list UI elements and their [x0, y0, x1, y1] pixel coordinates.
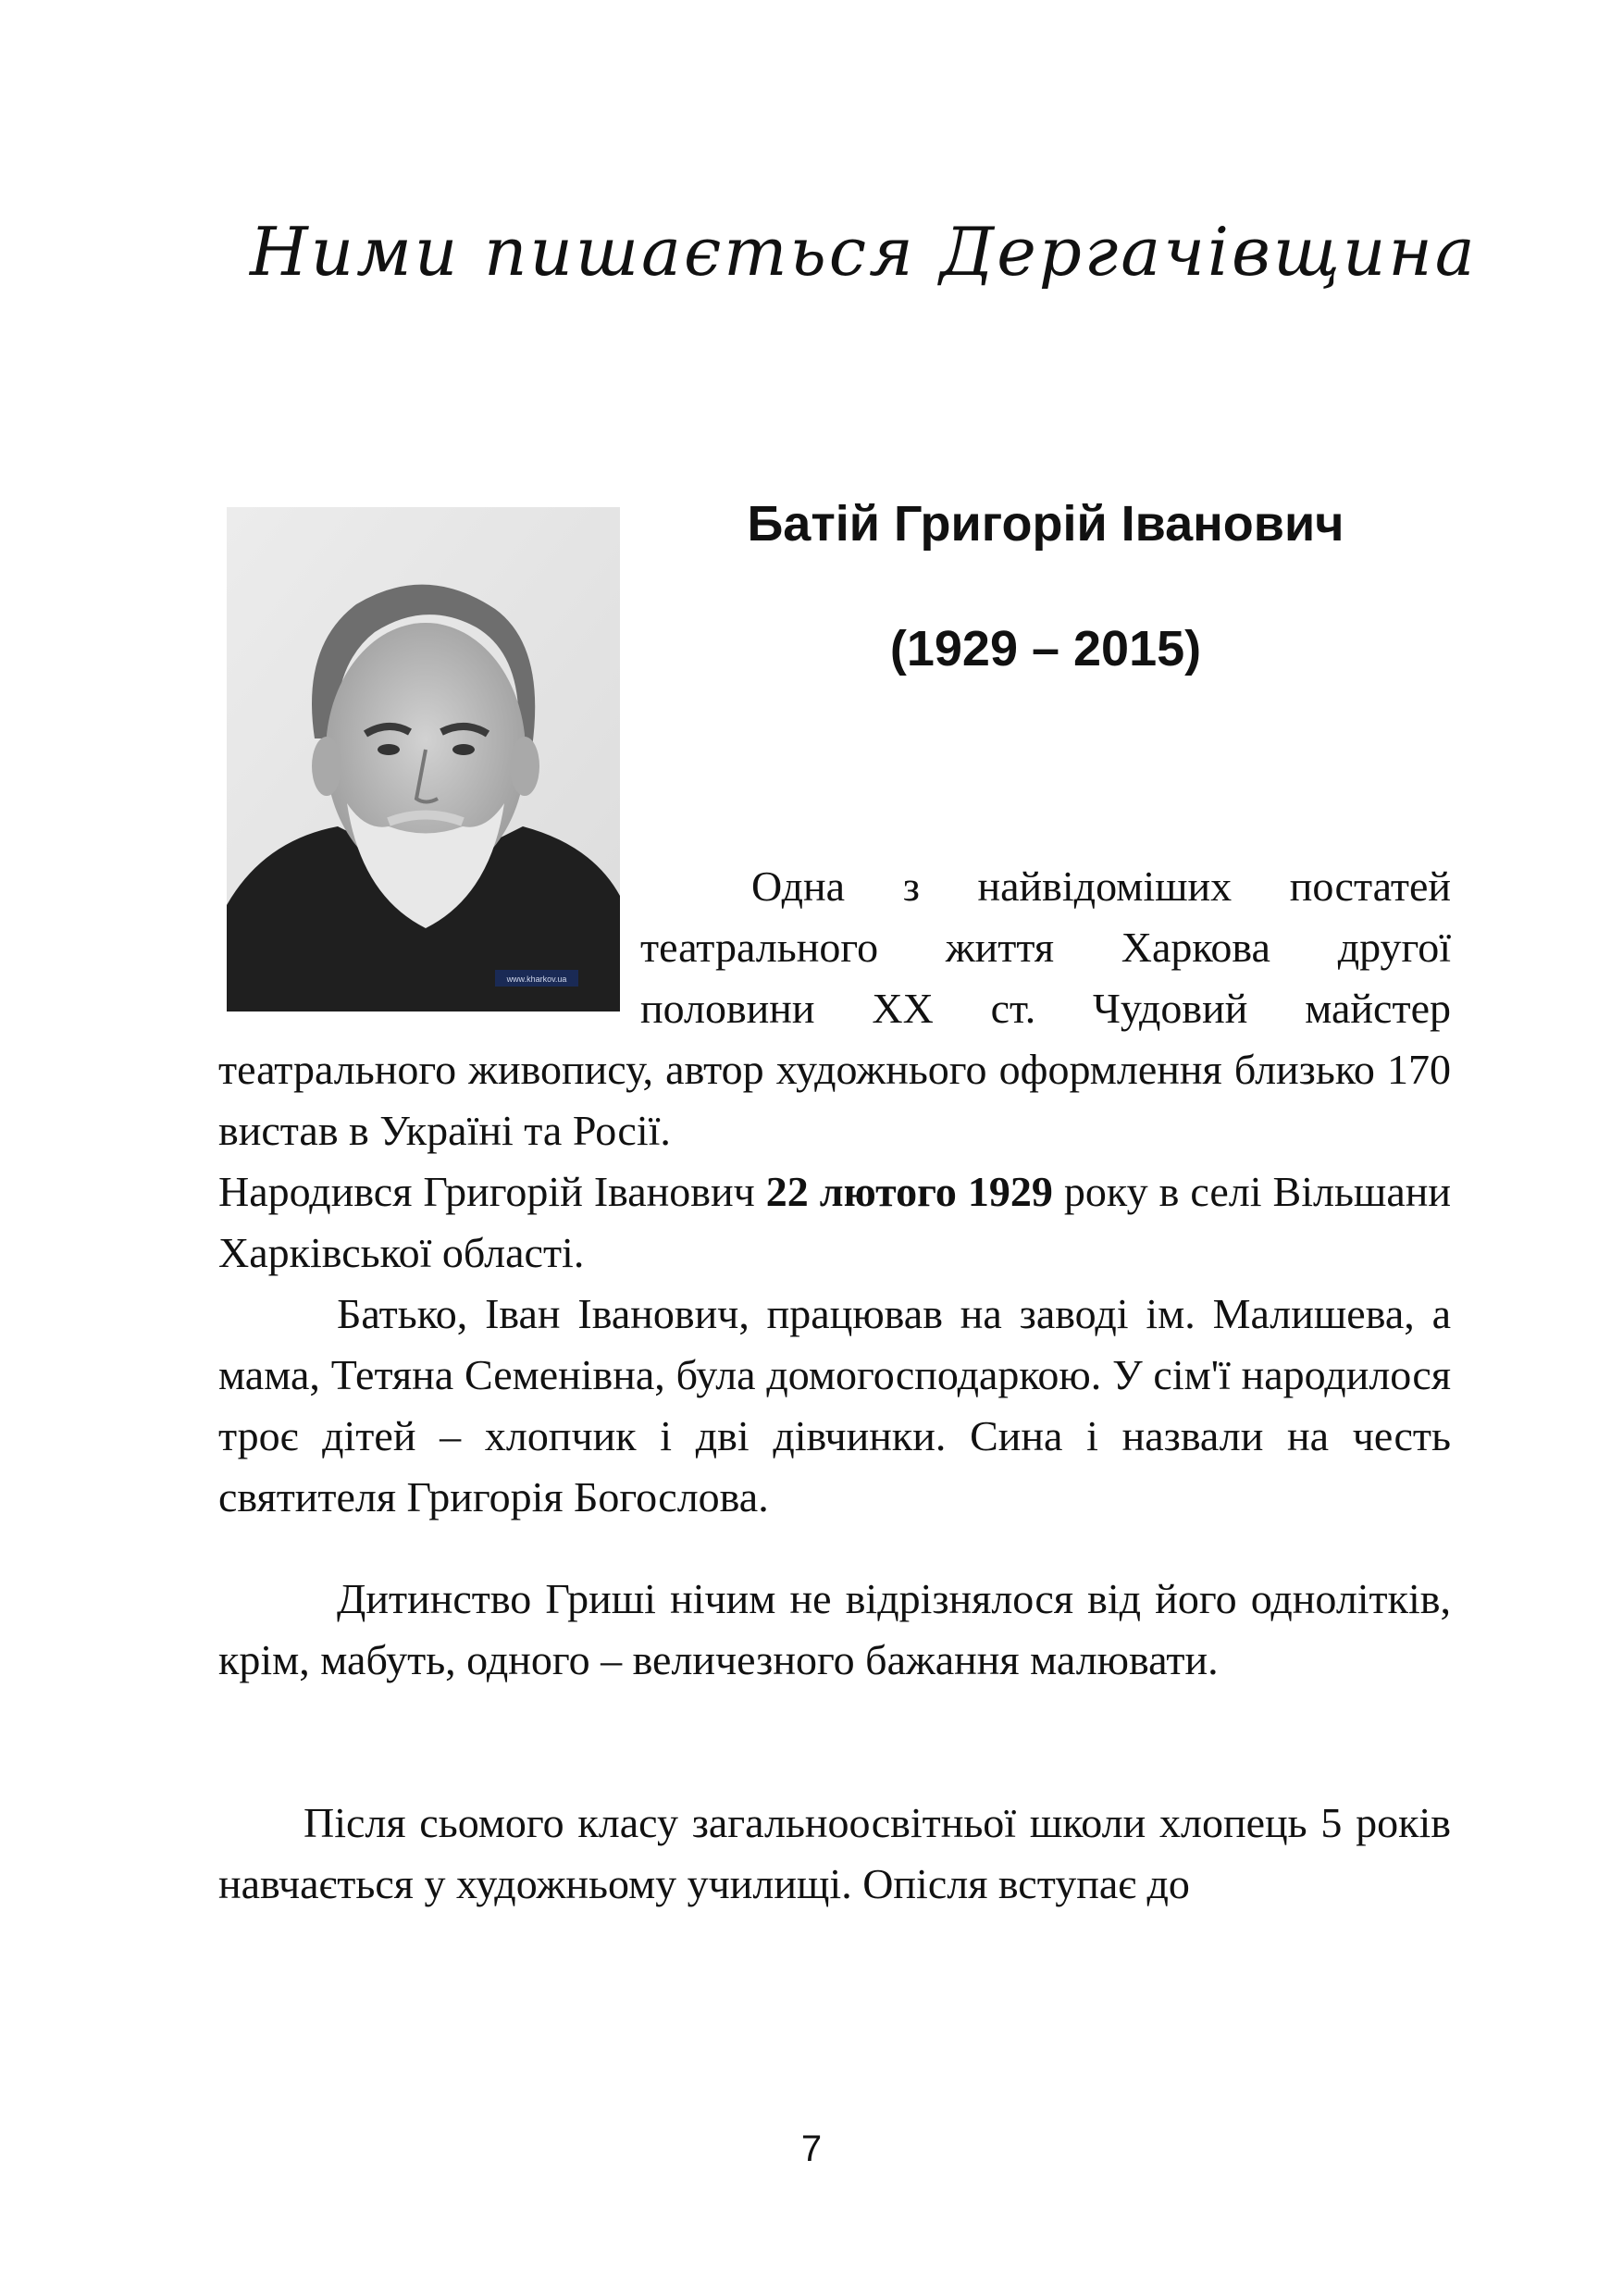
family-text: Батько, Іван Іванович, працював на заводі ім. Малишева, а мама, Тетяна Семенівна, була домогосподаркою. У сім'ї народилося троє дітей – хлопчик і дві дівчинки. Сина і назвали на честь святителя Григорія Богослова. — [218, 1290, 1451, 1520]
school-text: Після сьомого класу загальноосвітньої школи хлопець 5 років навчається у художньому училищі. Опісля вступає до — [218, 1799, 1451, 1907]
birth-paragraph — [218, 1161, 1451, 1284]
photo-watermark: www.kharkov.ua — [506, 974, 567, 984]
birth-text — [218, 1161, 1451, 1284]
person-years: (1929 – 2015) — [889, 621, 1202, 676]
person-name: Батій Григорій Іванович — [747, 496, 1344, 552]
birth-date: 22 лютого 1929 — [765, 1168, 1053, 1215]
school-paragraph — [218, 1793, 1451, 1915]
birth-text-before: Народився Григорій Іванович — [218, 1168, 766, 1215]
intro-text-right: Одна з найвідоміших постатей театрального життя Харкова другої половини XX ст. Чудовий майстер — [640, 863, 1451, 1032]
birth-text-after: року в селі Вільшани Харківської області. — [218, 1168, 1451, 1276]
intro-paragraph-right — [640, 856, 1451, 1039]
intro-text-full: театрального живопису, автор художнього оформлення близько 170 вистав в Україні та Росії. — [218, 1046, 1451, 1154]
family-paragraph — [218, 1284, 1451, 1528]
page-number: 7 — [800, 2128, 823, 2169]
childhood-text: Дитинство Гриші нічим не відрізнялося від його однолітків, крім, мабуть, одного – величезного бажання малювати. — [218, 1575, 1451, 1683]
intro-paragraph-continuation — [218, 1039, 1451, 1161]
page-header-title: Ними пишається Дергачівщина — [250, 213, 1478, 291]
portrait-photo — [227, 507, 620, 1011]
childhood-paragraph — [218, 1569, 1451, 1691]
